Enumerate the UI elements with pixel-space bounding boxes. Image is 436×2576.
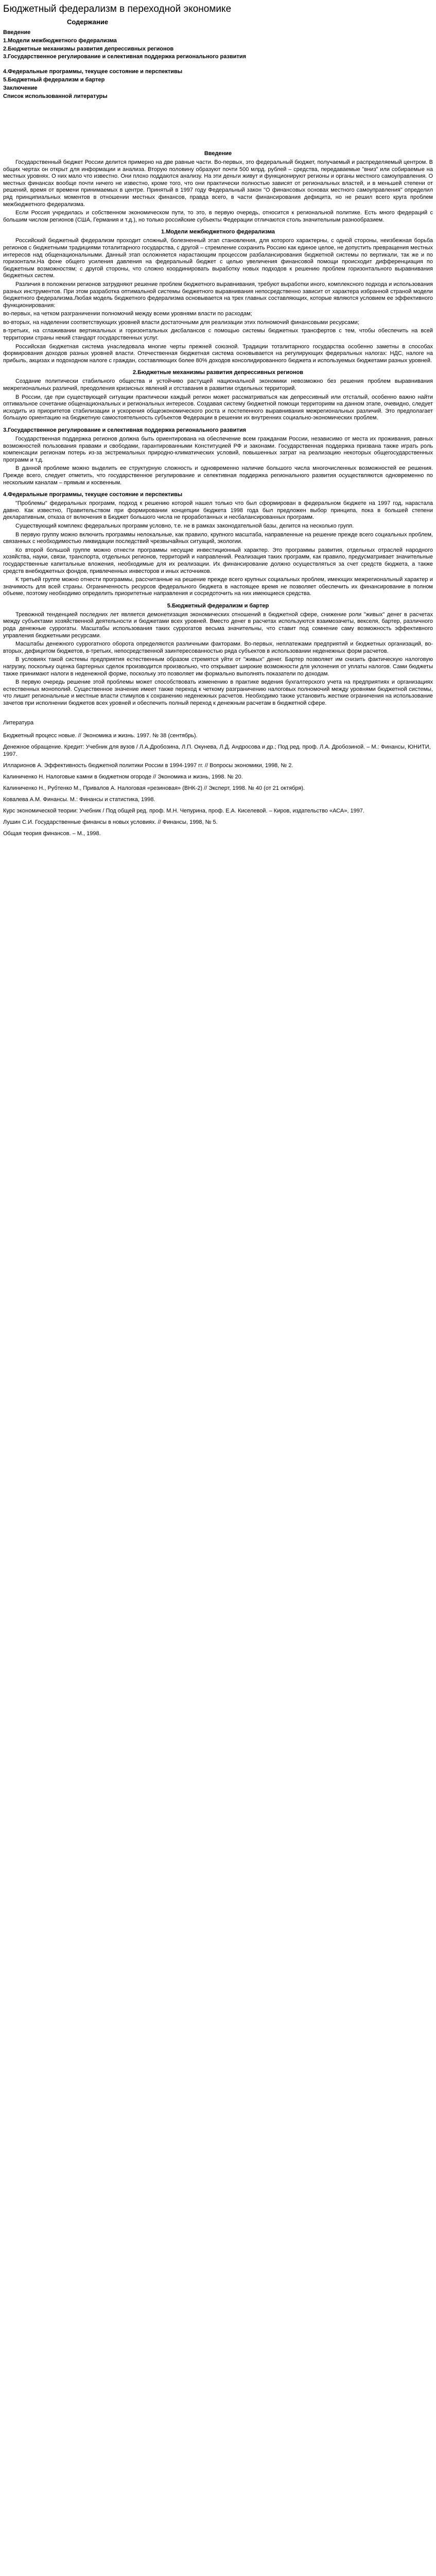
literature-item: Бюджетный процесс новые. // Экономика и жизнь. 1997. № 38 (сентябрь). <box>3 732 198 739</box>
literature-item: Калиниченко Н., Рубтенко М., Привалов А. Налоговая «резиновая» (ВНК-2) // Эксперт, 1998. № 40 (от 21 октября). <box>3 785 305 791</box>
paragraph: во-первых, на четком разграничении полномочий между всеми уровнями власти по расходам; <box>3 311 252 317</box>
paragraph: Российская бюджетная система унаследовала многие черты прежней союзной. Традиции тоталитарного государства особенно заметны в способах формирования доходов разных уровней власти. Отечественная бюджетная система основывается на регулирующих федеральных налогах: НДС, налоге на прибыль, акцизах и подоходном налоге с граждан, составляющих более 80% доходов консолидированного бюджета и используемых бюджетами разных уровней. <box>3 343 433 364</box>
literature-item: Курс экономической теории: Учебник / Под общей ред. проф. М.Н. Чепурина, проф. Е.А. Киселевой. – Киров, издательство «АСА», 1997. <box>3 807 364 814</box>
toc-heading: Содержание <box>67 18 109 26</box>
paragraph: Государственная поддержка регионов должна быть ориентирована на обеспечение всем гражданам России, независимо от места их проживания, равных возможностей пользования правами и свободами, гарантированными Конституцией РФ и законами. Государственная поддержка призвана также играть роль компенсации регионам потерь из-за экстремальных природно-климатических условий, повышенных затрат на реализацию некоторых общегосударственных программ и т.д. <box>3 436 433 463</box>
paragraph: К третьей группе можно отнести программы, рассчитанные на решение прежде всего крупных социальных проблем, имеющих межрегиональный характер и значимость для всей страны. Ограниченность ресурсов федерального бюджета в настоящее время не позволяет обеспечить их финансирование в полном объеме, поэтому необходимо определить приоритетные направления и сосредоточить на них имеющиеся средства. <box>3 577 433 597</box>
toc-item: 1.Модели межбюджетного федерализма <box>3 38 117 44</box>
paragraph: В первую группу можно включить программы нелокальные, как правило, крупного масштаба, направленные на решение прежде всего социальных проблем, связанных с необходимостью ликвидации последствий чрезвычайных ситуаций, экологии. <box>3 531 433 545</box>
section-title-intro: Введение <box>204 150 232 157</box>
toc-item: Введение <box>3 29 31 36</box>
toc-item: 2.Бюджетные механизмы развития депрессивных регионов <box>3 46 174 52</box>
literature-item: Калиниченко Н. Налоговые камни в бюджетном огороде // Экономика и жизнь, 1998. № 20. <box>3 773 243 780</box>
paragraph: "Проблемы" федеральных программ, подход к решению которой нашел только что был сформирован в федеральном бюджете на 1997 год, нарастала давно. Как известно, Правительством при формировании концепции бюджета 1998 года был предложен выбор принципа, пока в большей степени декларативным, отказа от включения в Бюджет большого числа не проработанных и несбалансированных программ. <box>3 500 433 521</box>
section-title-models: 1.Модели межбюджетного федерализма <box>161 229 275 235</box>
document-title: Бюджетный федерализм в переходной экономике <box>3 4 232 14</box>
literature-item: Общая теория финансов. – М., 1998. <box>3 830 101 837</box>
paragraph: Ко второй большой группе можно отнести программы несущие инвестиционный характер. Это программы развития, отдельных отраслей народного хозяйства, науки, связи, транспорта, отдельных регионов, территорий и направлений. Реализация таких программ, как правило, предусматривает значительные государственные капитальные вложения, необходимые для их реализации. Их финансирование должно осуществляться за счет средств бюджета, а также средств внебюджетных фондов, привлеченных инвесторов и иных источников. <box>3 547 433 574</box>
paragraph: Российский бюджетный федерализм проходит сложный, болезненный этап становления, для которого характерны, с одной стороны, неизбежная борьба регионов с бюджетными традициями тоталитарного государства, с другой – стремление сохранить Россию как единое целое, не допустить превращения местных интересов над общенациональными. Данный этап осложняется нарастающим процессом разбалансирования бюджетной системы по вертикали, так же и по горизонтали.На фоне общего усиления давления на федеральный бюджет с целью увеличения финансовой помощи происходит дифференциация по бюджетным возможностям; с другой стороны, что сложно координировать выработку новых подходов к решению проблем горизонтального выравнивания бюджетных систем. <box>3 238 433 279</box>
paragraph: Масштабы денежного суррогатного оборота определяются различными факторами. Во-первых, неплатежами предприятий и бюджетных организаций, во-вторых, дефицитом бюджетов, в-третьих, непосредственной заинтересованностью ряда субъектов в использовании неденежных форм расчетов. <box>3 641 433 654</box>
section-title-barter: 5.Бюджетный федерализм и бартер <box>167 602 269 609</box>
table-of-contents <box>0 28 436 100</box>
document-body <box>0 147 436 707</box>
paragraph: во-вторых, на наделении соответствующих уровней власти достаточными для реализации этих полномочий финансовыми ресурсами; <box>3 319 359 326</box>
section-title-federal-programs: 4.Федеральные программы, текущее состояние и перспективы <box>3 492 183 498</box>
paragraph: Государственный бюджет России делится примерно на две равные части. Во-первых, это федеральный бюджет, получаемый и распределяемый центром. В общих чертах он открыт для информации и анализа. Вторую половину образуют почти 500 млрд. рублей – средства, передаваемые "вниз" или собираемые на местных уровнях. О них мало что известно. Они плохо поддаются анализу. На эти деньги живут и функционируют регионы и органы местного самоуправления. О местных финансах вообще почти ничего не известно, кроме того, что они практически полностью зависят от региональных властей, и в меньшей степени от решений, время от времени принимаемых в центре. Принятый в 1997 году Федеральный закон "О финансовых основах местного самоуправления" определил ряд принципиальных моментов в отношении местных финансов, правда всего, в части финансирования дефицита, но не решил всего круга проблем межбюджетного федерализма. <box>3 159 433 208</box>
section-title-regulation: 3.Государственное регулирование и селективная поддержка регионального развития <box>3 427 247 433</box>
paragraph: Если Россия учредилась и собственном экономическом пути, то это, в первую очередь, относится к региональной политике. Есть много федераций с большим числом регионов (США, Германия и т.д.), но только российские субъекты Федерации отличаются столь значительным разнообразием. <box>3 210 433 223</box>
paragraph: Тревожной тенденцией последних лет является демонетизация экономических отношений в бюджетной сфере, снижение роли "живых" денег в расчетах между субъектами хозяйственной деятельности и бюджетами всех уровней. Вместо денег в расчетах используются взаимозачеты, векселя, бартер, различного рода денежные суррогаты. Масштабы использования таких суррогатов весьма значительны, что ставит под сомнение саму возможность эффективного управления бюджетными ресурсами. <box>3 611 433 639</box>
paragraph: В России, где при существующей ситуации практически каждый регион может рассматриваться как депрессивный или отсталый, особенно важно найти оптимальное сочетание общенациональных и региональных интересов. Создавая систему бюджетной помощи территориям на данном этапе, очевидно, следует исходить из приоритетов стабилизации и ускорения общеэкономического роста и постепенного выравнивания межрегиональных различий. Это предполагает большую ориентацию на бюджетную самостоятельность субъектов Федерации в решении их внутренних социально-экономических проблем. <box>3 394 433 421</box>
toc-item: Список использованной литературы <box>3 93 108 99</box>
toc-item: 5.Бюджетный федерализм и бартер <box>3 77 105 83</box>
toc-item: 3.Государственное регулирование и селективная поддержка регионального развития <box>3 54 247 60</box>
paragraph: В условиях такой системы предприятия естественным образом стремятся уйти от "живых" денег. Бартер позволяет им снизить фактическую налоговую нагрузку, поскольку оценка бартерных сделок производится произвольно, что открывает широкие возможности для уклонения от уплаты налогов. Сами бюджеты также принимают налоги в неденежной форме, поскольку это позволяет им формально выполнять показатели по доходам. <box>3 656 433 677</box>
section-title-depressed-regions: 2.Бюджетные механизмы развития депрессивных регионов <box>132 369 304 376</box>
literature-item: Лушин С.И. Государственные финансы в новых условиях. // Финансы, 1998, № 5. <box>3 819 218 825</box>
toc-item: Заключение <box>3 85 38 91</box>
paragraph: Различия в положении регионов затрудняют решение проблем бюджетного выравнивания, требуют выработки иного, комплексного подхода и использования разных инструментов. При этом разработка оптимальной системы бюджетного выравнивания непосредственно зависит от характера избранной страной модели бюджетного федерализма.Любая модель бюджетного федерализма основывается на трех главных составляющих, которые являются условием ее эффективного функционирования: <box>3 281 433 309</box>
literature-item: Илларионов А. Эффективность бюджетной политики России в 1994-1997 гг. // Вопросы экономики, 1998, № 2. <box>3 762 293 769</box>
toc-item: 4.Федеральные программы, текущее состояние и перспективы <box>3 69 183 75</box>
paragraph: Существующий комплекс федеральных программ условно, т.е. не в рамках законодательной базы, делится на несколько групп. <box>15 522 354 529</box>
literature-list <box>0 732 436 837</box>
literature-item: Ковалева А.М. Финансы. М.: Финансы и статистика, 1998. <box>3 796 155 803</box>
paragraph: в-третьих, на сглаживании вертикальных и горизонтальных дисбалансов с помощью системы бюджетных трансфертов с тем, чтобы обеспечить на всей территории страны некий стандарт государственных услуг. <box>3 328 433 342</box>
paragraph: В первую очередь решение этой проблемы может способствовать изменению в практике ведения бухгалтерского учета на предприятиях и организациях естественных монополий. Существенное значение имеет также переход к четкому разграничению налоговых полномочий между уровнями бюджетной системы, что лишит региональные и местные власти стимулов к сохранению неденежных расчетов. Необходимо также установить жесткие ограничения на использование зачетов при исполнении бюджетов всех уровней и обеспечить полный переход к денежным расчетам в бюджетной сфере. <box>3 679 433 706</box>
paragraph: В данной проблеме можно выделить ее структурную сложность и одновременно наличие большого числа многочисленных возможностей ее решения. Прежде всего, следует отметить, что государственное регулирование и селективная поддержка регионального развития осуществляются одновременно по нескольким каналам – прямым и косвенным. <box>3 465 433 486</box>
literature-title: Литература <box>3 719 34 726</box>
paragraph: Создание политически стабильного общества и устойчиво растущей национальной экономики невозможно без решения проблем выравнивания межрегиональных различий, преодоления кризисных явлений и отставания в развитии отдельных территорий. <box>3 378 433 392</box>
literature-item: Денежное обращение. Кредит: Учебник для вузов / Л.А.Дробозина, Л.П. Окунева, Л.Д. Андросова и др.; Под ред. проф. Л.А. Дробозиной. – М.: Финансы, ЮНИТИ, 1997. <box>3 743 431 757</box>
